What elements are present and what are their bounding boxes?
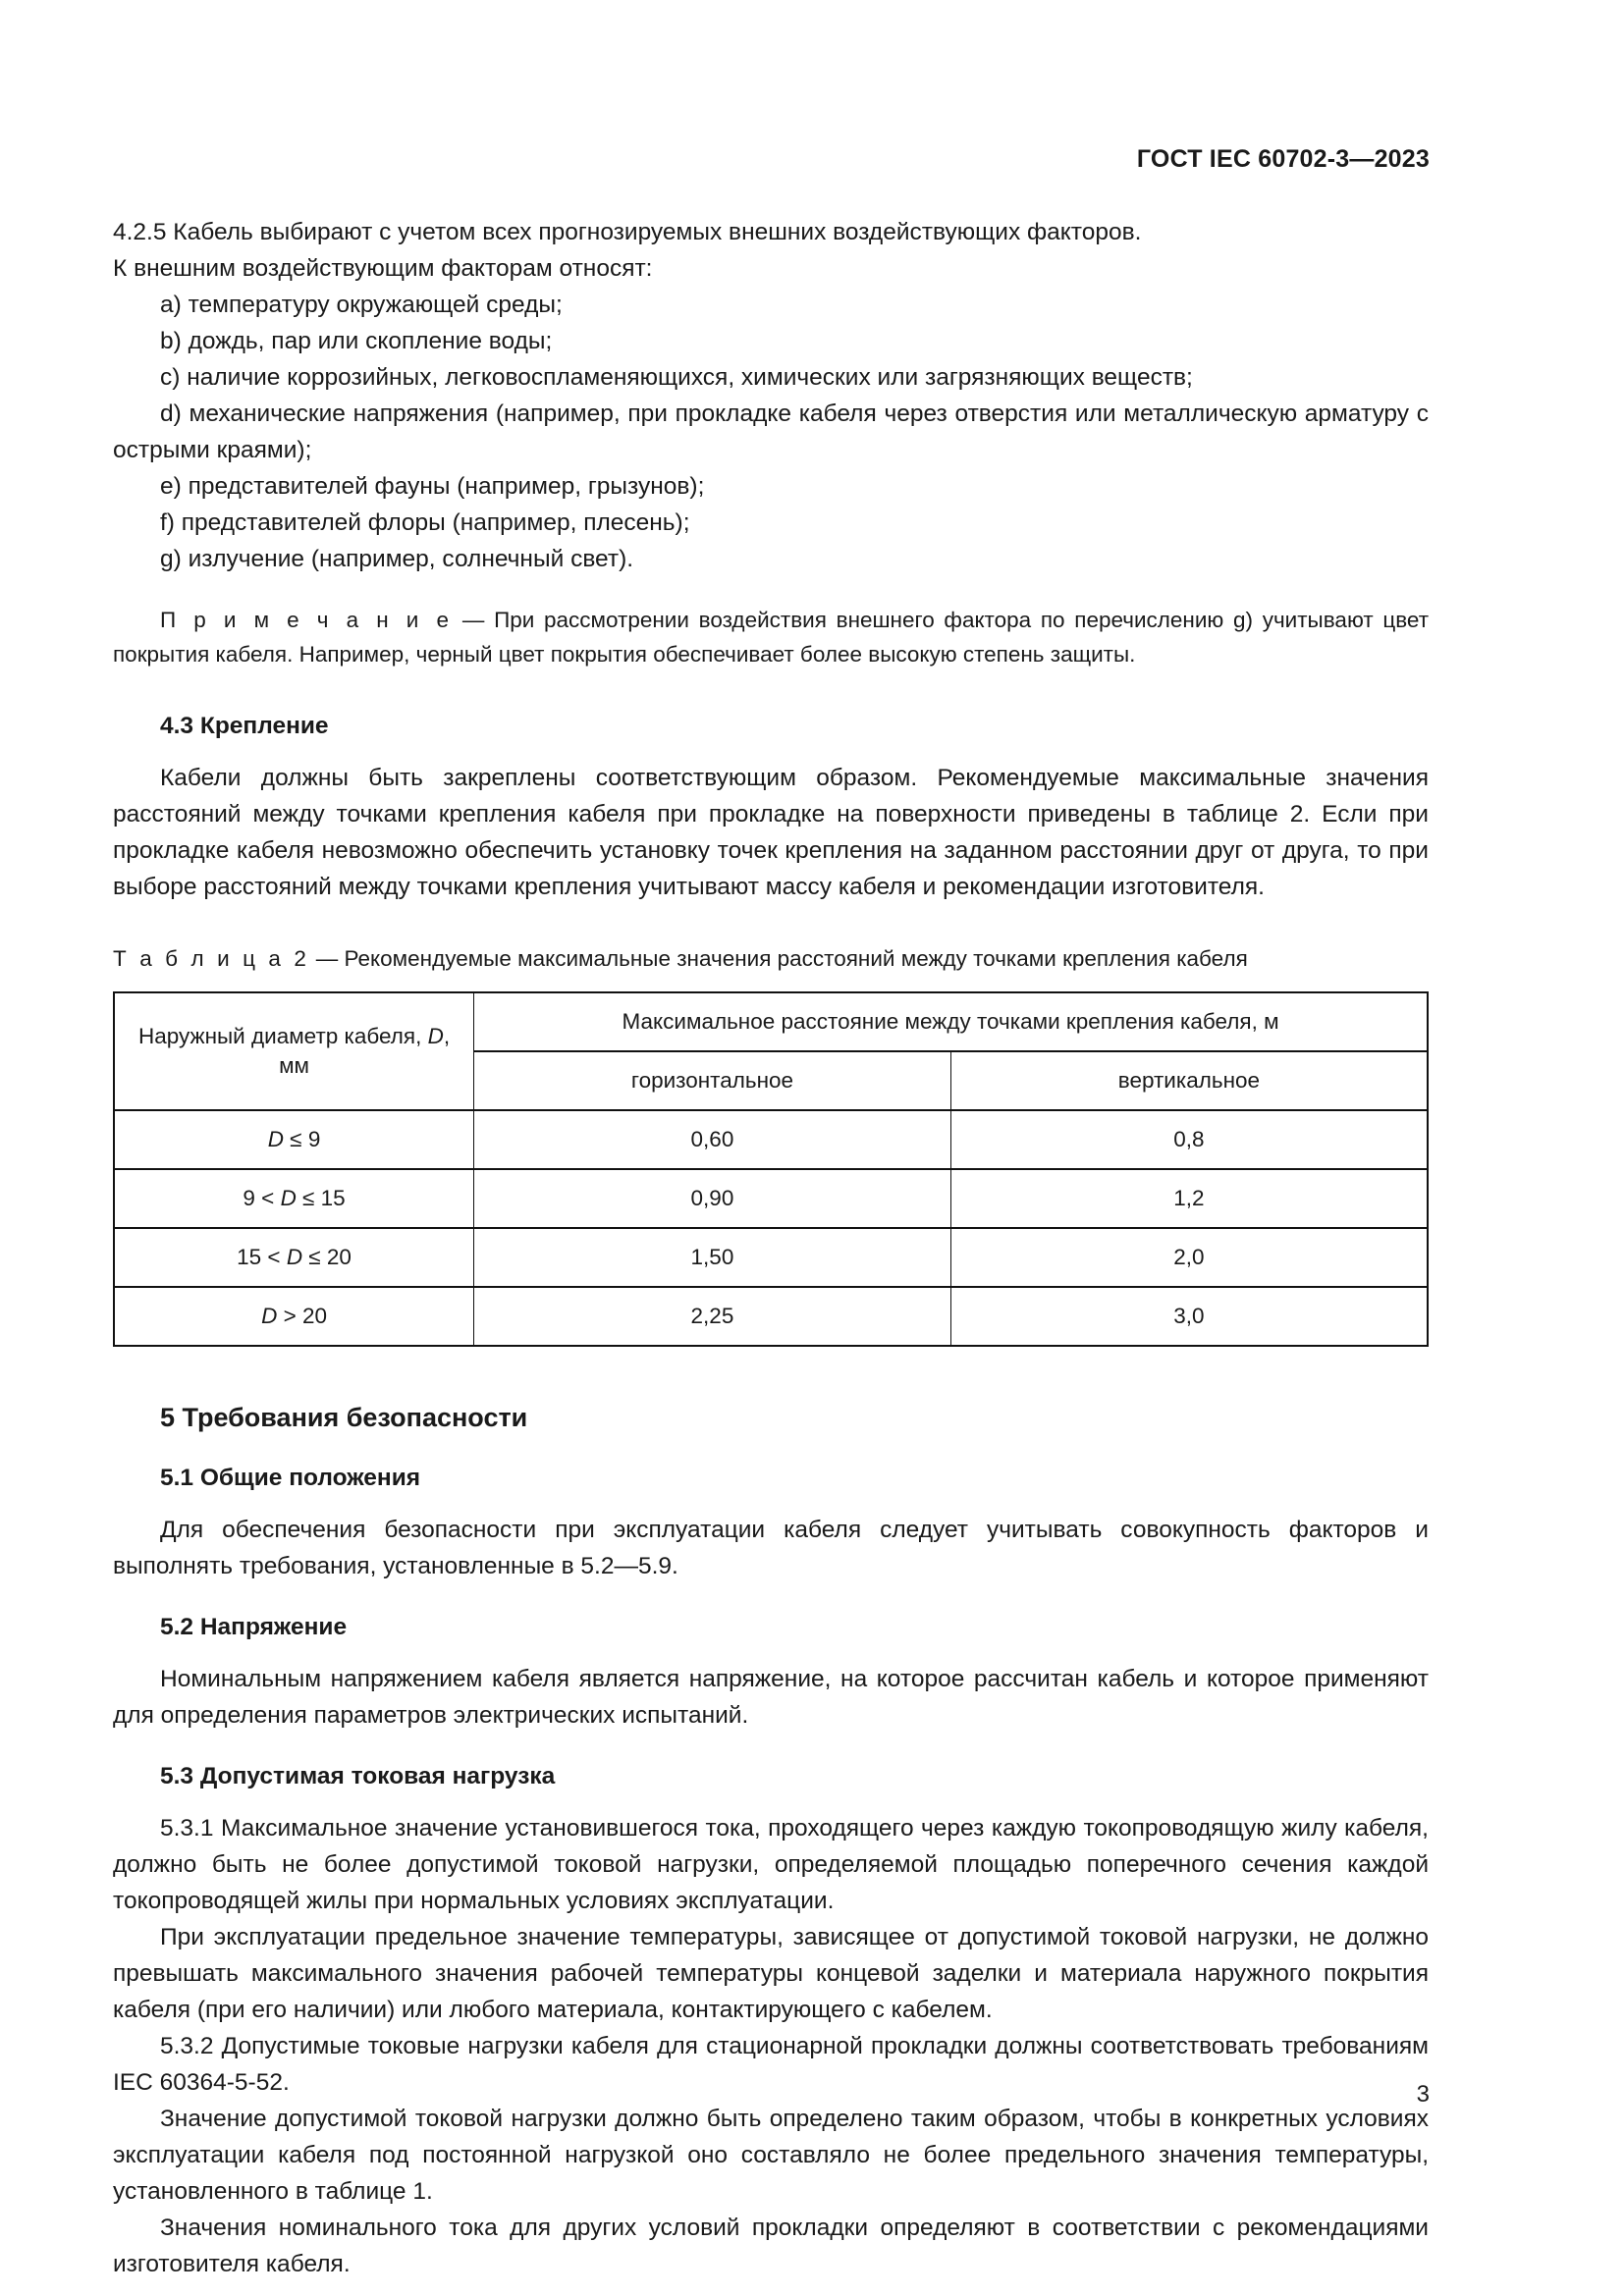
list-item-f: f) представителей флоры (например, плесень); — [160, 509, 690, 536]
cell-horizontal: 1,50 — [474, 1228, 951, 1287]
paragraph-5-3-2-b: Значение допустимой токовой нагрузки должно быть определено таким образом, чтобы в конкретных условиях эксплуатации кабеля под постоянной нагрузкой оно составляло не более предельного значения температуры, установленного в таблице 1. — [113, 2106, 1429, 2205]
list-item-b: b) дождь, пар или скопление воды; — [160, 328, 553, 354]
cell-horizontal: 0,60 — [474, 1110, 951, 1169]
cell-vertical: 2,0 — [950, 1228, 1428, 1287]
heading-5-2: 5.2 Напряжение — [160, 1614, 348, 1640]
paragraph-5-3-1: 5.3.1 Максимальное значение установившегося тока, проходящего через каждую токопроводящую жилу кабеля, должно быть не более допустимой токовой нагрузки, определяемой площадью поперечного сечения каждой токопроводящей жилы при нормальных условиях эксплуатации. — [113, 1815, 1429, 1914]
page-number: 3 — [1416, 2081, 1430, 2108]
table-2-caption — [113, 942, 1429, 976]
diameter-prefix: 15 < — [237, 1245, 287, 1269]
cell-diameter — [114, 1228, 474, 1287]
table-row — [114, 1287, 1428, 1346]
diameter-prefix: 9 < — [243, 1186, 281, 1210]
clause-4-2-5-paragraph: 4.2.5 Кабель выбирают с учетом всех прогнозируемых внешних воздействующих факторов. — [113, 219, 1142, 245]
table-2-body — [114, 1110, 1428, 1346]
cell-vertical: 1,2 — [950, 1169, 1428, 1228]
table-2-caption-label: Т а б л и ц а 2 — [113, 946, 310, 971]
diameter-symbol: D — [286, 1245, 303, 1269]
table-row — [114, 1110, 1428, 1169]
paragraph-5-1: Для обеспечения безопасности при эксплуатации кабеля следует учитывать совокупность факторов и выполнять требования, установленные в 5.2—5.9. — [113, 1517, 1429, 1579]
paragraph-5-3-2-c: Значения номинального тока для других условий прокладки определяют в соответствии с рекомендациями изготовителя кабеля. — [113, 2215, 1429, 2277]
diameter-suffix: ≤ 15 — [296, 1186, 346, 1210]
heading-4-3: 4.3 Крепление — [160, 713, 329, 739]
table-header-diameter-unit: , мм — [279, 1024, 451, 1078]
cell-vertical: 0,8 — [950, 1110, 1428, 1169]
list-item-c: c) наличие коррозийных, легковоспламеняющихся, химических или загрязняющих веществ; — [160, 364, 1193, 391]
cell-horizontal: 0,90 — [474, 1169, 951, 1228]
diameter-symbol: D — [280, 1186, 297, 1210]
table-2-head — [114, 992, 1428, 1110]
list-lead-in: К внешним воздействующим факторам относят: — [113, 255, 653, 282]
table-header-diameter-symbol: D — [427, 1024, 444, 1048]
table-header-vertical: вертикальное — [950, 1051, 1428, 1110]
table-2 — [113, 991, 1429, 1347]
diameter-symbol: D — [261, 1304, 278, 1328]
note-paragraph — [113, 603, 1429, 671]
table-header-diameter-text: Наружный диаметр кабеля, — [138, 1024, 428, 1048]
heading-5-1: 5.1 Общие положения — [160, 1465, 421, 1491]
table-2-caption-text: — Рекомендуемые максимальные значения расстояний между точками крепления кабеля — [309, 946, 1248, 971]
note-label: П р и м е ч а н и е — [160, 608, 454, 632]
diameter-suffix: ≤ 9 — [283, 1127, 321, 1151]
heading-section-5: 5 Требования безопасности — [160, 1403, 528, 1432]
page-content — [113, 214, 1429, 2282]
diameter-suffix: ≤ 20 — [302, 1245, 352, 1269]
diameter-symbol: D — [267, 1127, 284, 1151]
table-header-group: Максимальное расстояние между точками крепления кабеля, м — [474, 992, 1428, 1051]
diameter-suffix: > 20 — [277, 1304, 328, 1328]
cell-diameter — [114, 1110, 474, 1169]
paragraph-5-3-2: 5.3.2 Допустимые токовые нагрузки кабеля для стационарной прокладки должны соответствовать требованиям IEC 60364-5-52. — [113, 2033, 1429, 2096]
table-row — [114, 1228, 1428, 1287]
cell-diameter — [114, 1169, 474, 1228]
table-row — [114, 1169, 1428, 1228]
table-header-diameter — [114, 992, 474, 1110]
list-item-g: g) излучение (например, солнечный свет). — [160, 546, 634, 572]
cell-horizontal: 2,25 — [474, 1287, 951, 1346]
heading-5-3: 5.3 Допустимая токовая нагрузка — [160, 1763, 556, 1789]
table-header-row-1 — [114, 992, 1428, 1051]
cell-vertical: 3,0 — [950, 1287, 1428, 1346]
list-item-d: d) механические напряжения (например, при прокладке кабеля через отверстия или металлическую арматуру с острыми краями); — [113, 400, 1429, 463]
table-header-horizontal: горизонтальное — [474, 1051, 951, 1110]
paragraph-5-2: Номинальным напряжением кабеля является напряжение, на которое рассчитан кабель и которое применяют для определения параметров электрических испытаний. — [113, 1666, 1429, 1729]
paragraph-4-3: Кабели должны быть закреплены соответствующим образом. Рекомендуемые максимальные значения расстояний между точками крепления кабеля при прокладке на поверхности приведены в таблице 2. Если при прокладке кабеля невозможно обеспечить установку точек крепления на заданном расстоянии друг от друга, то при выборе расстояний между точками крепления учитывают массу кабеля и рекомендации изготовителя. — [113, 765, 1429, 900]
cell-diameter — [114, 1287, 474, 1346]
paragraph-5-3-1-b: При эксплуатации предельное значение температуры, зависящее от допустимой токовой нагрузки, не должно превышать максимального значения рабочей температуры концевой заделки и материала наружного покрытия кабеля (при его наличии) или любого материала, контактирующего с кабелем. — [113, 1924, 1429, 2023]
running-header-standard-id: ГОСТ IEC 60702-3—2023 — [1136, 145, 1430, 173]
list-item-e: e) представителей фауны (например, грызунов); — [160, 473, 705, 500]
list-item-a: a) температуру окружающей среды; — [160, 292, 563, 318]
note-text: — При рассмотрении воздействия внешнего фактора по перечислению g) учитывают цвет покрытия кабеля. Например, черный цвет покрытия обеспечивает более высокую степень защиты. — [113, 608, 1429, 667]
